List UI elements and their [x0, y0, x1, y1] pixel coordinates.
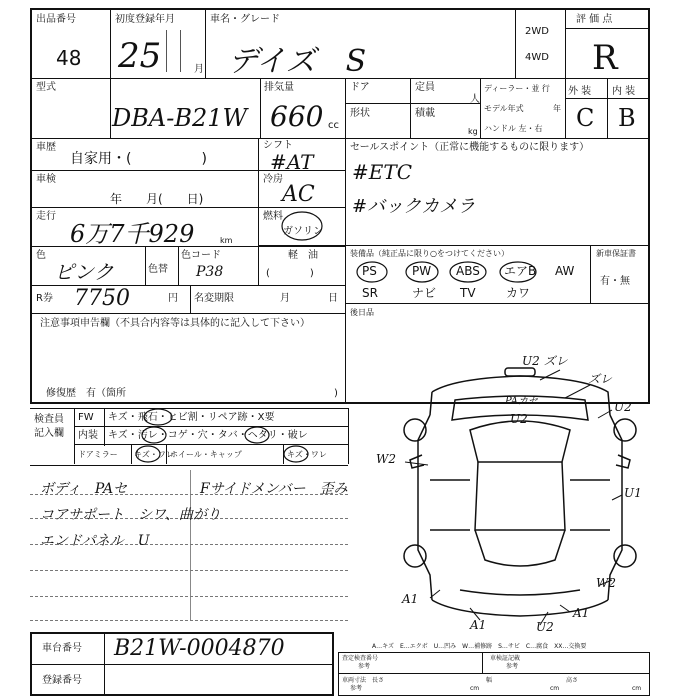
model-year-unit: 年: [553, 104, 561, 113]
dims-height-cm: cm: [632, 685, 642, 692]
dims-height-label: 高さ: [566, 677, 579, 684]
inspection-label: 車検: [36, 174, 56, 185]
equip-leather: カワ: [506, 286, 531, 300]
rear-items-label: 後日品: [350, 308, 374, 317]
inspector-mirror: ドアミラー: [78, 450, 118, 459]
mark-hood-1: PAカセ: [505, 396, 539, 407]
shift-label: シフト: [263, 140, 293, 151]
lot-number: 48: [56, 46, 82, 70]
interior-grade: B: [618, 104, 636, 132]
new-guarantee-value: 有・無: [600, 276, 630, 287]
first-reg-label: 初度登録年月: [115, 14, 175, 25]
displacement-unit: cc: [328, 120, 339, 131]
drive-2wd: 2WD: [525, 26, 549, 37]
aircon-value: AC: [282, 182, 315, 207]
circle-airbag: [500, 262, 536, 282]
color-value: ピンク: [54, 260, 114, 284]
vehicle-dims-ref: 参考: [350, 685, 363, 692]
score-label: 評 価 点: [576, 14, 613, 25]
chassis-label: 車台番号: [42, 643, 82, 654]
aircon-label: 冷房: [263, 174, 283, 185]
repair-close: ): [334, 388, 338, 399]
shape-label: 形状: [350, 108, 370, 119]
mark-right-fender: U2: [614, 400, 632, 414]
sales-point-1: #ETC: [352, 160, 412, 184]
mileage-unit: km: [220, 236, 233, 245]
exterior-grade: C: [576, 104, 595, 132]
dealer-label: ディーラー・並 行: [484, 84, 550, 93]
inspector-wheel: ホイール・キャップ: [170, 450, 242, 459]
usage-value: 自家用・( ): [70, 151, 207, 167]
equipment-label: 装備品（純正品に限り○をつけてください）: [350, 249, 509, 258]
fuel-diesel: 軽 油: [288, 250, 318, 261]
sales-point-label: セールスポイント（正常に機能するものに限ります）: [350, 142, 590, 153]
mark-rear-bumper: U2: [536, 620, 554, 634]
first-reg-month-unit: 月: [194, 64, 204, 75]
inspector-interior: 内装: [78, 430, 98, 441]
damage-legend: A…キズ E…エクボ U…凹み W…補修跡 S…サビ C…腐食 XX…交換要: [372, 643, 587, 650]
door-label: ドア: [350, 82, 370, 93]
mark-front-right: ズレ: [588, 372, 613, 386]
equip-sr: SR: [362, 286, 378, 300]
mileage-value: 6万7千929: [70, 220, 195, 248]
interior-label: 内 装: [612, 86, 636, 97]
inspector-interior-items: キズ・汚レ・コゲ・穴・タバ・ヘタリ・破レ: [108, 430, 308, 441]
mark-front-bumper: U2 ズレ: [522, 354, 568, 368]
inspector-fw: FW: [78, 412, 94, 423]
mark-rear-right: A1: [573, 606, 590, 620]
equip-abs: ABS: [456, 264, 480, 278]
load-unit: kg: [468, 127, 478, 136]
shift-value: #AT: [270, 150, 314, 174]
assessor-ref: 参考: [358, 663, 371, 670]
mark-right-door: U1: [624, 486, 642, 500]
circle-interior-tobacco: [245, 427, 269, 443]
equip-aw: AW: [555, 264, 575, 278]
registration-label: 登録番号: [42, 675, 82, 686]
equip-airbag: エアB: [504, 264, 537, 278]
remark-left-2: コアサポート シワ、曲がり: [40, 507, 221, 523]
meigi-day: 日: [328, 293, 338, 304]
color-code-label: 色コード: [181, 250, 221, 261]
lot-label: 出品番号: [36, 14, 76, 25]
circle-pw: [406, 262, 438, 282]
fuel-gasoline: ガソリン: [283, 226, 323, 237]
reg-cert-label: 車検証記載: [490, 655, 521, 662]
fuel-label: 燃料: [263, 211, 283, 222]
reg-cert-ref: 参考: [506, 663, 519, 670]
equip-tv: TV: [460, 286, 476, 300]
inspector-mirror-items: キズ・ワレ: [134, 450, 174, 459]
model-label: 型式: [36, 82, 56, 93]
color-change-label: 色替: [148, 264, 168, 275]
r-ticket-value: 7750: [74, 286, 130, 311]
repair-label: 修復歴 有（箇所: [46, 388, 126, 399]
circle-fw-stone: [144, 409, 172, 425]
name-grade-value: デイズ S: [228, 44, 367, 79]
vehicle-dims-label: 車両寸法 長さ: [342, 677, 385, 684]
circle-interior-dirt: [142, 427, 166, 443]
remark-right-1: Fサイドメンバー 歪み: [200, 481, 348, 497]
drive-4wd: 4WD: [525, 52, 549, 63]
circle-wheel-scratch: [284, 446, 308, 462]
mark-left-mirror: W2: [376, 452, 396, 466]
notes-label: 注意事項申告欄（不具合内容等は具体的に記入して下さい）: [40, 318, 310, 329]
meigi-label: 名変期限: [194, 293, 234, 304]
chassis-number: B21W-0004870: [114, 636, 285, 661]
mark-hood-2: U2: [510, 412, 528, 426]
circle-fuel-gas: [282, 212, 322, 240]
displacement-value: 660: [270, 100, 324, 133]
sales-point-2: #バックカメラ: [352, 196, 476, 217]
mark-left-rear: A1: [402, 592, 419, 606]
capacity-unit: 人: [470, 94, 480, 105]
color-code-value: P38: [196, 264, 224, 280]
fuel-other: ( ): [266, 268, 314, 279]
name-grade-label: 車名・グレード: [210, 14, 280, 25]
inspector-label-2: 記入欄: [34, 428, 64, 439]
equip-ps: PS: [362, 264, 377, 278]
meigi-month: 月: [280, 293, 290, 304]
remark-left-1: ボディ PAセ: [40, 481, 128, 497]
dims-length-cm: cm: [470, 685, 480, 692]
mark-rear-left: A1: [470, 618, 487, 632]
inspector-fw-items: キズ・飛石・ヒビ割・リペア跡・X要: [108, 412, 275, 423]
new-guarantee-label: 新車保証書: [596, 249, 636, 258]
circle-abs: [450, 262, 486, 282]
equip-pw: PW: [412, 264, 432, 278]
exterior-label: 外 装: [568, 86, 592, 97]
handle-label: ハンドル 左・右: [484, 124, 543, 133]
first-reg-year: 25: [118, 36, 162, 76]
inspector-wheel-items: キズ・ワレ: [287, 450, 327, 459]
inspection-fields: 年 月( 日): [110, 192, 204, 206]
inspector-label-1: 検査員: [34, 414, 64, 425]
usage-label: 車歴: [36, 142, 56, 153]
dims-width-label: 幅: [486, 677, 493, 684]
mark-right-rear: W2: [596, 576, 616, 590]
displacement-label: 排気量: [264, 82, 294, 93]
r-ticket-label: R券: [36, 293, 53, 304]
remark-left-3: エンドパネル U: [40, 533, 150, 549]
assessor-label: 査定検査番号: [342, 655, 379, 662]
circle-mirror-scratch: [136, 446, 160, 462]
model-year-label: モデル年式: [484, 104, 524, 113]
dims-width-cm: cm: [550, 685, 560, 692]
r-ticket-yen: 円: [168, 293, 178, 304]
color-label: 色: [36, 250, 46, 261]
capacity-label: 定員: [415, 82, 435, 93]
load-label: 積載: [415, 108, 435, 119]
equip-navi: ナビ: [412, 286, 437, 300]
circle-ps: [357, 262, 387, 282]
score-value: R: [592, 38, 618, 78]
mileage-label: 走行: [36, 211, 56, 222]
model-value: DBA-B21W: [112, 104, 248, 132]
